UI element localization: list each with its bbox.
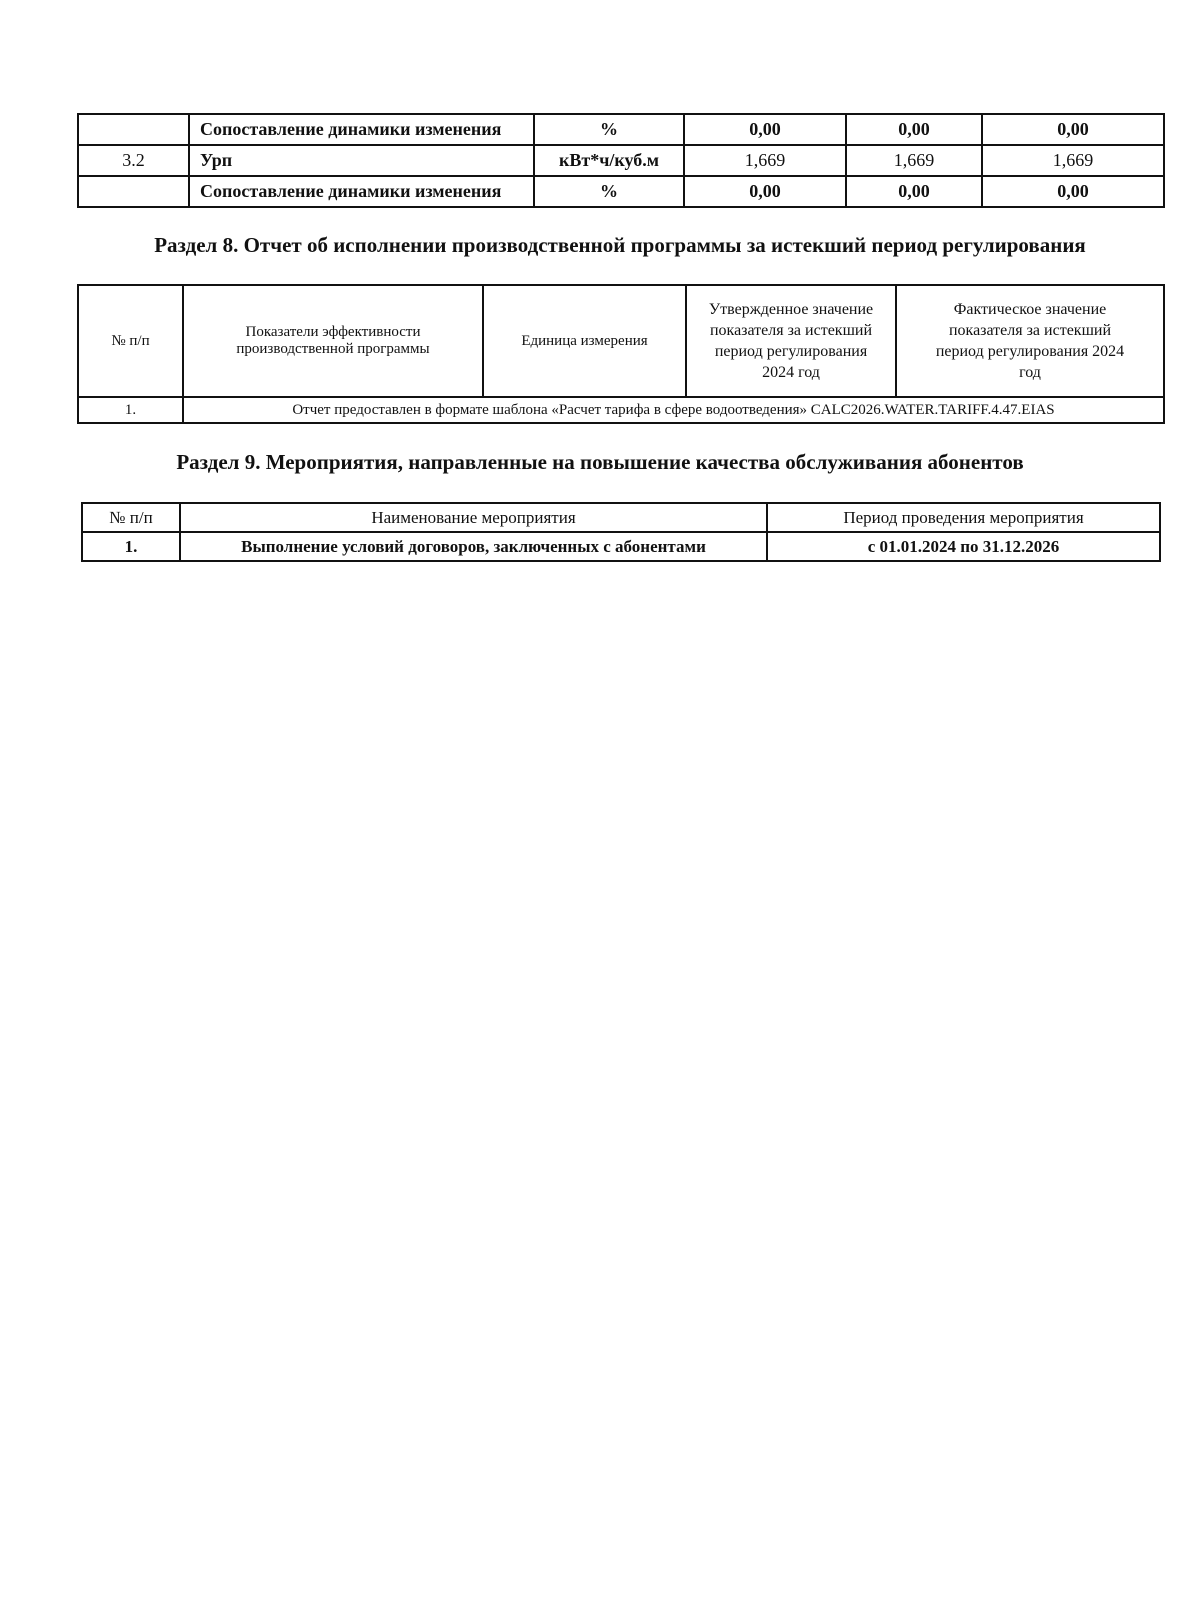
header-actual-value: Фактическое значение показателя за истекший период регулирования 2024 год (896, 285, 1164, 397)
report-note: Отчет предоставлен в формате шаблона «Расчет тарифа в сфере водоотведения» CALC2026.WATER.TARIFF.4.47.EIAS (183, 397, 1164, 423)
table-row (78, 397, 1164, 423)
indicator-name: Урп (189, 145, 534, 176)
unit: % (534, 114, 684, 145)
indicator-name: Сопоставление динамики изменения (189, 176, 534, 207)
header-indicators: Показатели эффективности производственной программы (183, 285, 483, 397)
header-measure-name: Наименование мероприятия (180, 503, 767, 532)
indicators-table-continuation (77, 113, 1165, 208)
value-2: 0,00 (846, 176, 982, 207)
header-approved-value: Утвержденное значение показателя за истекший период регулирования 2024 год (686, 285, 896, 397)
table-header-row (78, 285, 1164, 397)
value-1: 1,669 (684, 145, 846, 176)
header-unit: Единица измерения (483, 285, 686, 397)
unit: % (534, 176, 684, 207)
value-1: 0,00 (684, 176, 846, 207)
row-number: 3.2 (78, 145, 189, 176)
header-number: № п/п (82, 503, 180, 532)
value-3: 1,669 (982, 145, 1164, 176)
table-header-row (82, 503, 1160, 532)
value-1: 0,00 (684, 114, 846, 145)
unit: кВт*ч/куб.м (534, 145, 684, 176)
section-8-title: Раздел 8. Отчет об исполнении производственной программы за истекший период регулирования (154, 233, 1086, 257)
table-row (82, 532, 1160, 561)
indicator-name: Сопоставление динамики изменения (189, 114, 534, 145)
value-3: 0,00 (982, 176, 1164, 207)
value-3: 0,00 (982, 114, 1164, 145)
row-number (78, 114, 189, 145)
header-number: № п/п (78, 285, 183, 397)
row-number (78, 176, 189, 207)
row-number: 1. (82, 532, 180, 561)
measure-period: с 01.01.2024 по 31.12.2026 (767, 532, 1160, 561)
row-number: 1. (78, 397, 183, 423)
table-row (78, 114, 1164, 145)
table-row (78, 145, 1164, 176)
value-2: 1,669 (846, 145, 982, 176)
section-9-title: Раздел 9. Мероприятия, направленные на повышение качества обслуживания абонентов (176, 450, 1024, 474)
header-period: Период проведения мероприятия (767, 503, 1160, 532)
value-2: 0,00 (846, 114, 982, 145)
measure-name: Выполнение условий договоров, заключенных с абонентами (180, 532, 767, 561)
table-row (78, 176, 1164, 207)
production-program-report-table (77, 284, 1165, 424)
service-quality-measures-table (81, 502, 1161, 562)
